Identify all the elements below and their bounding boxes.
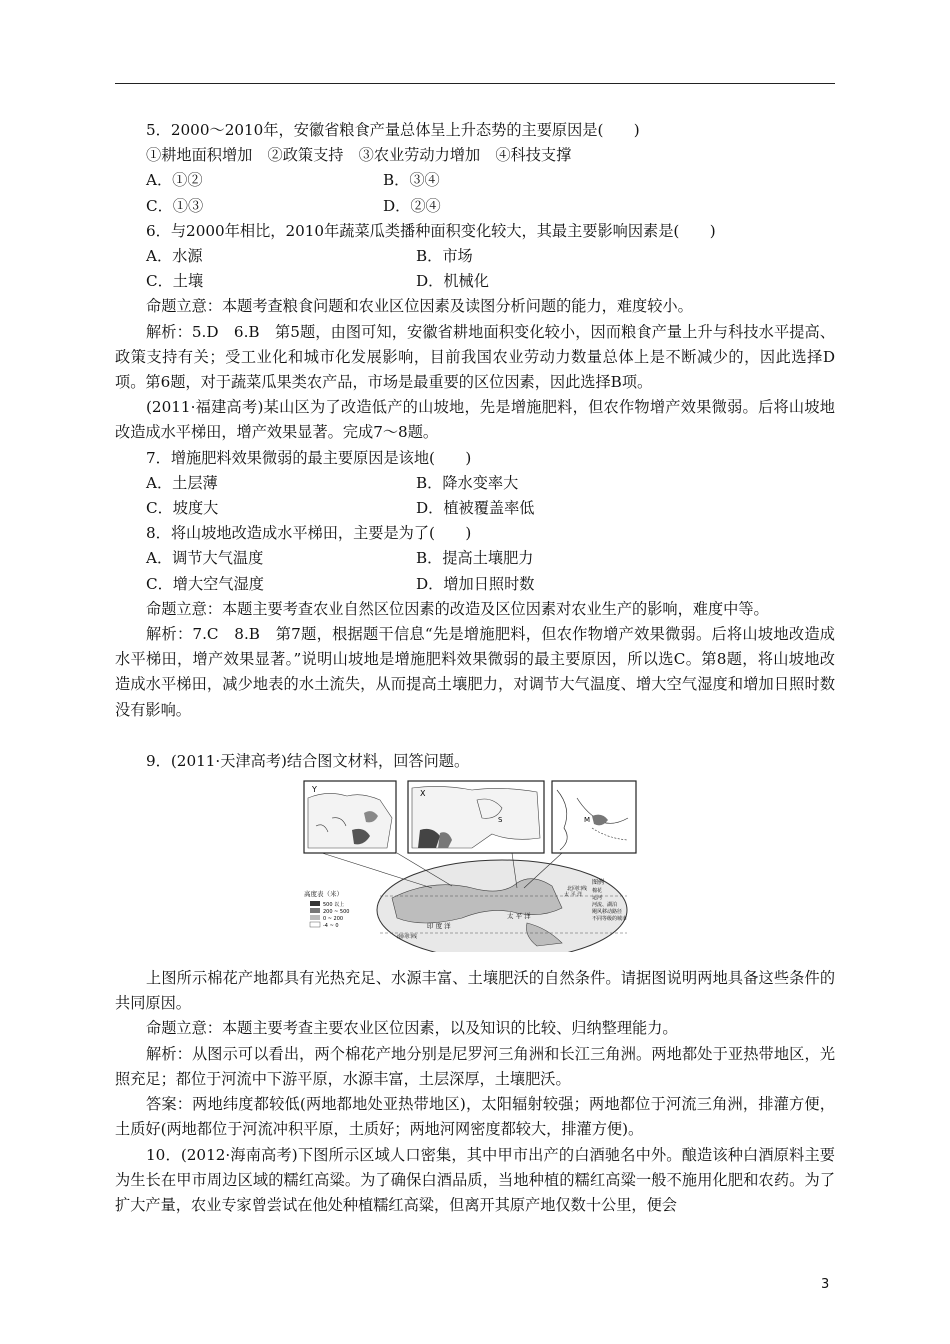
label-m: M (584, 816, 591, 825)
legend-river: 河流、湖泊 (592, 902, 618, 909)
label-y: Y (312, 785, 317, 795)
ocean-indian-label: 印 度 洋 (427, 922, 451, 931)
cotton-map (302, 778, 639, 952)
q8-option-b: B．提高土壤肥力 (416, 549, 534, 568)
q5-options-row2 (115, 194, 835, 219)
q8-stem: 8．将山坡地改造成水平梯田，主要是为了( ) (146, 524, 472, 543)
q5-options-row1 (115, 168, 835, 193)
q7-options-row2 (115, 496, 835, 521)
q7-options-row1 (115, 471, 835, 496)
legend-canal: 运河 (592, 895, 603, 902)
q8-options-row2 (115, 572, 835, 597)
q5-stem: 5．2000～2010年，安徽省粮食产量总体呈上升态势的主要原因是( ) (146, 121, 640, 139)
intro-7-8: (2011·福建高考)某山区为了改造低产的山坡地，先是增施肥料，但农作物增产效果微弱。后将山坡地改造成水平梯田，增产效果显著。完成7～8题。 (115, 398, 835, 442)
q7-option-d: D．植被覆盖率低 (416, 499, 535, 518)
legend-cotton: 棉花 (592, 888, 603, 895)
q6-option-d: D．机械化 (416, 272, 489, 291)
analysis-5-6: 解析：5.D 6.B 第5题，由图可知，安徽省耕地面积变化较小，因而粮食产量上升与科技水平提高、政策支持有关；受工业化和城市化发展影响，目前我国农业劳动力数量总体上是不断减少的，因此选择D项。第6题，对于蔬菜瓜果类农产品，市场是最重要的区位因素，因此选择B项。 (115, 322, 835, 392)
intent-5-6: 命题立意：本题考查粮食问题和农业区位因素及读图分析问题的能力，难度较小。 (146, 297, 693, 316)
legend-typhoon: 飓风移动路径 (592, 909, 623, 916)
height-key-3: 0 ~ 200 (323, 916, 344, 923)
page-content (115, 118, 835, 1218)
q9-body: 上图所示棉花产地都具有光热充足、水源丰富、土壤肥沃的自然条件。请据图说明两地具备这些条件的共同原因。 (115, 969, 835, 1013)
q7-option-c: C．坡度大 (146, 499, 219, 518)
q8-option-d: D．增加日照时数 (416, 574, 535, 593)
height-key-1: 500 以上 (323, 902, 345, 909)
q6-options-row1 (115, 244, 835, 269)
height-key-title: 高度表（米） (304, 890, 343, 899)
q6-option-b: B．市场 (416, 247, 473, 266)
q5-items: ①耕地面积增加 ②政策支持 ③农业劳动力增加 ④科技支撑 (146, 146, 572, 165)
q5-option-b: B．③④ (383, 171, 440, 190)
q7-option-b: B．降水变率大 (416, 473, 519, 492)
label-s: S (498, 816, 503, 825)
height-key-4: -4 ~ 0 (323, 923, 339, 930)
ocean-pacific-label: 太 平 洋 (507, 912, 531, 921)
q6-option-c: C．土壤 (146, 272, 204, 291)
q9-intent: 命题立意：本题主要考查主要农业区位因素，以及知识的比较、归纳整理能力。 (146, 1019, 678, 1038)
analysis-7-8: 解析：7.C 8.B 第7题，根据题干信息“先是增施肥料，但农作物增产效果微弱。后将山坡地改造成水平梯田，增产效果显著。”说明山坡地是增施肥料效果微弱的最主要原因，所以选C。第8题，将山坡地改造成水平梯田，减少地表的水土流失，从而提高土壤肥力，对调节大气温度、增大空气湿度和增加日照时数没有影响。 (115, 625, 835, 719)
label-x: X (420, 789, 426, 799)
q8-option-a: A．调节大气温度 (146, 549, 264, 568)
intent-7-8: 命题立意：本题主要考查农业自然区位因素的改造及区位因素对农业生产的影响，难度中等。 (146, 599, 769, 618)
q6-stem: 6．与2000年相比，2010年蔬菜瓜类播种面积变化较大，其最主要影响因素是( ) (146, 221, 716, 240)
page-number: 3 (821, 1277, 830, 1292)
legend-title: 图例 (592, 879, 605, 887)
q9-stem: 9．(2011·天津高考)结合图文材料，回答问题。 (146, 751, 470, 770)
ocean-pacific-side-label: 太 平 洋 (564, 892, 583, 899)
q6-options-row2 (115, 269, 835, 294)
q7-stem: 7．增施肥料效果微弱的最主要原因是该地( ) (146, 448, 472, 467)
legend-city: 不同等级的城市 (592, 916, 628, 923)
tropic-south-label: 南回归线 (397, 934, 418, 941)
header-rule (115, 83, 835, 84)
q9-analysis: 解析：从图示可以看出，两个棉花产地分别是尼罗河三角洲和长江三角洲。两地都处于亚热带地区，光照充足；都位于河流中下游平原，水源丰富，土层深厚，土壤肥沃。 (115, 1044, 835, 1088)
height-key-2: 200 ~ 500 (323, 909, 350, 916)
q7-option-a: A．土层薄 (146, 473, 218, 492)
q5-option-d: D．②④ (383, 196, 441, 215)
q10-stem: 10．(2012·海南高考)下图所示区域人口密集，其中甲市出产的白酒驰名中外。酿造该种白酒原料主要为生长在甲市周边区域的糯红高粱。为了确保白酒品质，当地种植的糯红高粱一般不施用化肥和农药。为了扩大产量，农业专家曾尝试在他处种植糯红高粱，但离开其原产地仅数十公里，便会 (115, 1145, 835, 1214)
tropic-north-label: 北回归线 (567, 886, 588, 893)
cotton-map-figure (115, 778, 835, 958)
q5-option-c: C．①③ (146, 196, 204, 215)
q8-option-c: C．增大空气湿度 (146, 574, 264, 593)
q6-option-a: A．水源 (146, 247, 203, 266)
q8-options-row1 (115, 546, 835, 571)
q9-answer: 答案：两地纬度都较低(两地都地处亚热带地区)，太阳辐射较强；两地都位于河流三角洲，排灌方便，土质好(两地都位于河流冲积平原，土质好；两地河网密度都较大，排灌方便)。 (115, 1095, 835, 1139)
q5-option-a: A．①② (146, 171, 203, 190)
